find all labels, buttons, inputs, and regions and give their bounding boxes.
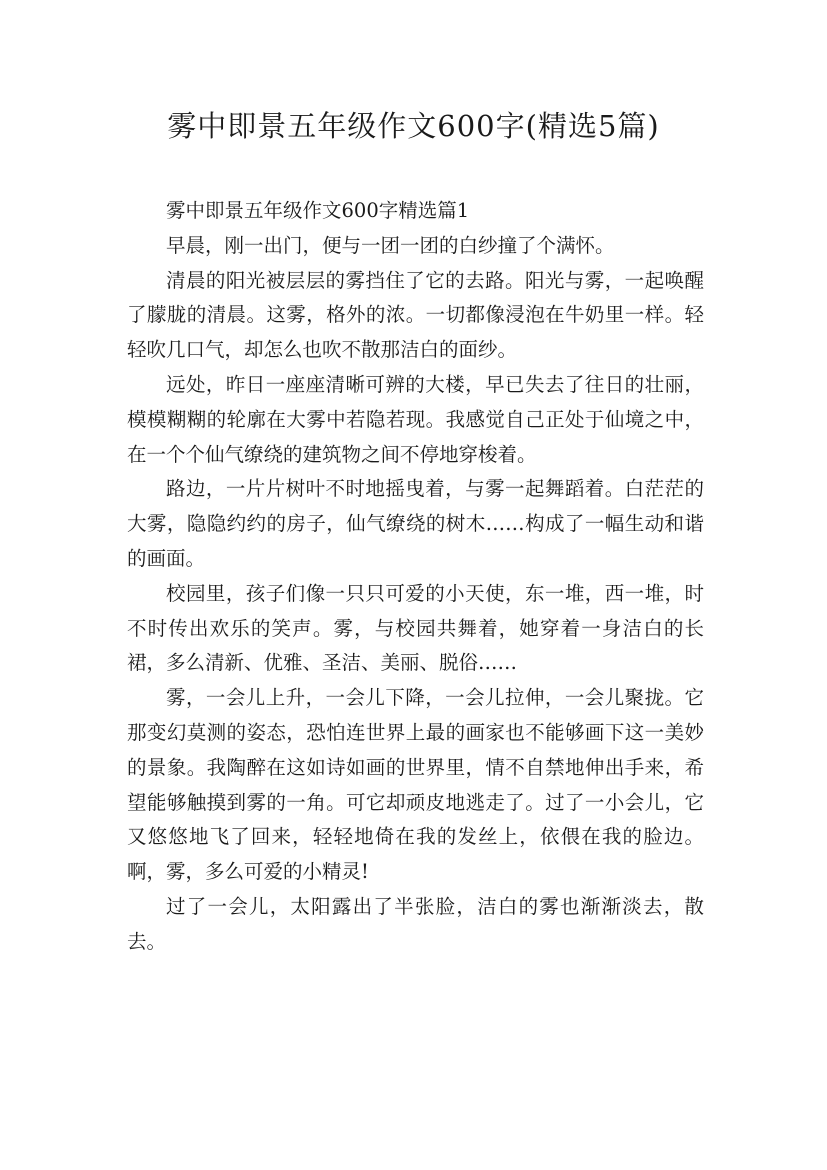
paragraph: 雾，一会儿上升，一会儿下降，一会儿拉伸，一会儿聚拢。它那变幻莫测的姿态，恐怕连世界上最的画家也不能够画下这一美妙的景象。我陶醉在这如诗如画的世界里，情不自禁地伸出手来，希望能够触摸到雾的一角。可它却顽皮地逃走了。过了一小会儿，它又悠悠地飞了回来，轻轻地倚在我的发丝上，依偎在我的脸边。啊，雾，多么可爱的小精灵! bbox=[127, 686, 704, 884]
paragraph: 远处，昨日一座座清晰可辨的大楼，早已失去了往日的壮丽，模模糊糊的轮廓在大雾中若隐若现。我感觉自己正处于仙境之中，在一个个仙气缭绕的建筑物之间不停地穿梭着。 bbox=[127, 372, 704, 466]
paragraph: 早晨，刚一出门，便与一团一团的白纱撞了个满怀。 bbox=[166, 233, 615, 257]
paragraph: 过了一会儿，太阳露出了半张脸，洁白的雾也渐渐淡去，散去。 bbox=[127, 894, 704, 953]
document-body bbox=[127, 194, 704, 960]
paragraph: 路边，一片片树叶不时地摇曳着，与雾一起舞蹈着。白茫茫的大雾，隐隐约约的房子，仙气缭绕的树木……构成了一幅生动和谐的画面。 bbox=[127, 477, 704, 570]
paragraph: 校园里，孩子们像一只只可爱的小天使，东一堆，西一堆，时不时传出欢乐的笑声。雾，与校园共舞着，她穿着一身洁白的长裙，多么清新、优雅、圣洁、美丽、脱俗…… bbox=[127, 581, 704, 675]
section-heading: 雾中即景五年级作文600字精选篇1 bbox=[166, 199, 470, 222]
paragraph: 清晨的阳光被层层的雾挡住了它的去路。阳光与雾，一起唤醒了朦胧的清晨。这雾，格外的浓。一切都像浸泡在牛奶里一样。轻轻吹几口气，却怎么也吹不散那洁白的面纱。 bbox=[127, 268, 704, 362]
document-title: 雾中即景五年级作文600字(精选5篇) bbox=[167, 109, 660, 143]
